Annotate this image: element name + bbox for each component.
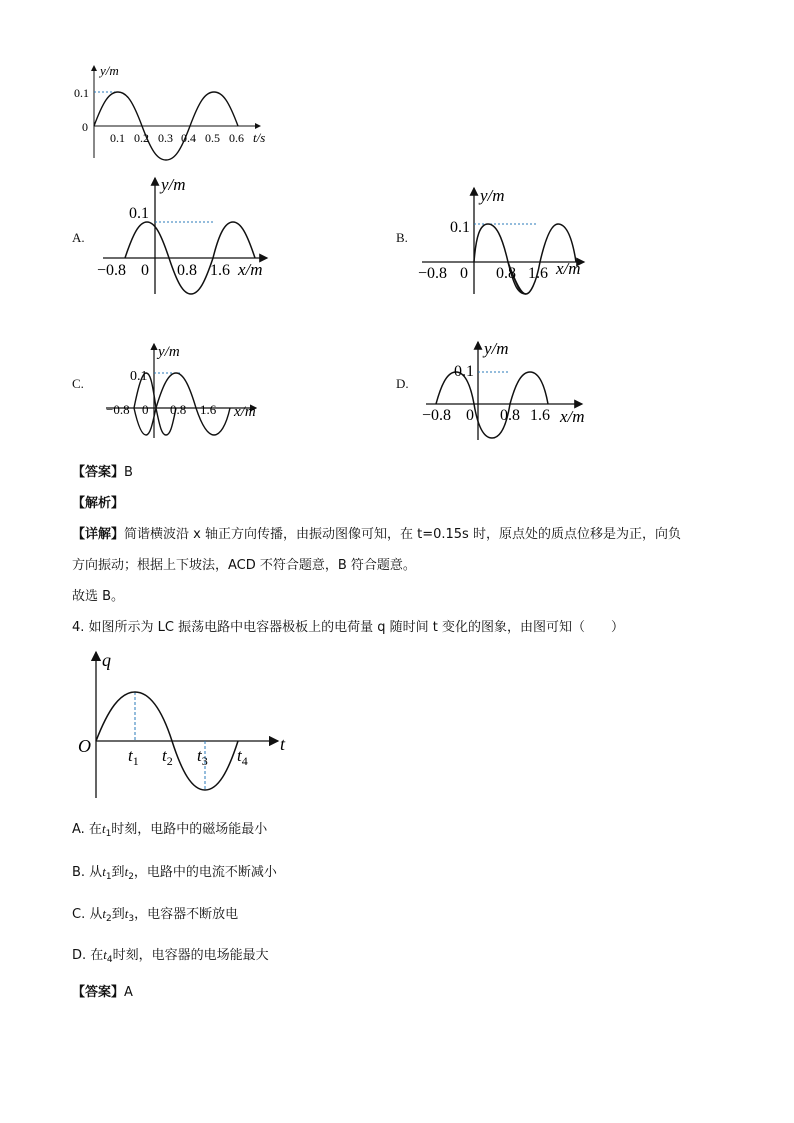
tick-08: 0.8	[496, 265, 516, 282]
tick-neg: −0.8	[97, 262, 127, 279]
answer-value: B	[124, 465, 133, 480]
q4-stem: 4. 如图所示为 LC 振荡电路中电容器极板上的电荷量 q 随时间 t 变化的图象，由图可知（ ）	[72, 620, 624, 635]
q4-option-b[interactable]: B. 从$t_1$到$t_2$，电路中的电流不断减小	[72, 864, 277, 882]
q4-option-d[interactable]: D. 在$t_4$时刻，电容器的电场能最大	[72, 947, 269, 965]
origin-label: O	[78, 736, 91, 756]
xtick-4: 0.4	[181, 131, 196, 145]
xtick-1: 0.1	[110, 131, 125, 145]
answer-tag: 【答案】	[72, 465, 125, 480]
q3-answer	[72, 462, 133, 484]
t3-label: $t_3$	[197, 746, 208, 768]
option-d-letter: D.	[396, 376, 409, 391]
q-label: q	[102, 650, 111, 670]
q3-analysis-tag: 【解析】	[72, 496, 125, 511]
tick-16: 1.6	[530, 407, 550, 424]
q3-detail	[72, 524, 732, 546]
q4-option-a[interactable]: A. 在$t_1$时刻，电路中的磁场能最小	[72, 821, 268, 839]
tick-neg: −0.8	[418, 265, 448, 282]
tick-neg: −0.8	[106, 402, 130, 417]
detail-tag: 【详解】	[72, 527, 125, 542]
y-label: y/m	[480, 186, 505, 205]
top-vibration-graph	[70, 58, 290, 166]
origin-label: 0	[82, 120, 88, 134]
amp-label: 0.1	[450, 219, 470, 236]
x-label: x/m	[238, 260, 263, 279]
tick-16: 1.6	[528, 265, 548, 282]
t-label: t	[280, 734, 286, 754]
amp-label: 0.1	[129, 205, 149, 222]
option-b-graph	[418, 184, 598, 296]
x-label: x/m	[560, 407, 585, 426]
option-a-letter: A.	[72, 230, 85, 245]
t1-label: $t_1$	[128, 746, 139, 768]
y-label: y/m	[158, 344, 180, 360]
tick-0: 0	[460, 265, 468, 282]
tick-08: 0.8	[170, 402, 187, 417]
wave-curve	[436, 372, 548, 438]
option-b-letter: B.	[396, 230, 408, 245]
q4-option-c[interactable]: C. 从$t_2$到$t_3$，电容器不断放电	[72, 906, 239, 924]
option-d-graph	[422, 338, 602, 442]
x-label: t/s	[253, 130, 266, 145]
q3-detail-line-2: 方向振动；根据上下坡法，ACD 不符合题意，B 符合题意。	[72, 558, 416, 573]
tick-08: 0.8	[177, 262, 197, 279]
tick-16: 1.6	[210, 262, 230, 279]
xtick-2: 0.2	[134, 131, 149, 145]
y-label: y/m	[161, 175, 186, 194]
xtick-5: 0.5	[205, 131, 220, 145]
tick-0: 0	[142, 402, 149, 417]
x-label: x/m	[234, 404, 256, 420]
tick-neg: −0.8	[422, 407, 452, 424]
detail-line-1: 简谐横波沿 x 轴正方向传播，由振动图像可知，在 t=0.15s 时，原点处的质点位移是为正，向负	[124, 527, 681, 542]
y-label: y/m	[100, 63, 119, 78]
answer-tag: 【答案】	[72, 985, 125, 1000]
tick-16: 1.6	[200, 402, 217, 417]
xtick-3: 0.3	[158, 131, 173, 145]
option-c-letter: C.	[72, 376, 84, 391]
xtick-6: 0.6	[229, 131, 244, 145]
option-c-graph	[104, 340, 274, 440]
amp-label: 0.1	[74, 86, 89, 100]
x-label: x/m	[556, 259, 581, 278]
amp-label: 0.1	[130, 369, 148, 384]
tick-0: 0	[141, 262, 149, 279]
answer-value: A	[124, 985, 133, 1000]
y-label: y/m	[484, 339, 509, 358]
q4-charge-graph	[74, 648, 294, 800]
q3-conclusion: 故选 B。	[72, 589, 125, 604]
option-a-graph	[95, 172, 285, 302]
t4-label: $t_4$	[237, 746, 248, 768]
tick-08: 0.8	[500, 407, 520, 424]
amp-label: 0.1	[454, 363, 474, 380]
tick-0: 0	[466, 407, 474, 424]
wave-curve	[474, 224, 526, 294]
q4-answer	[72, 982, 133, 1004]
t2-label: $t_2$	[162, 746, 173, 768]
